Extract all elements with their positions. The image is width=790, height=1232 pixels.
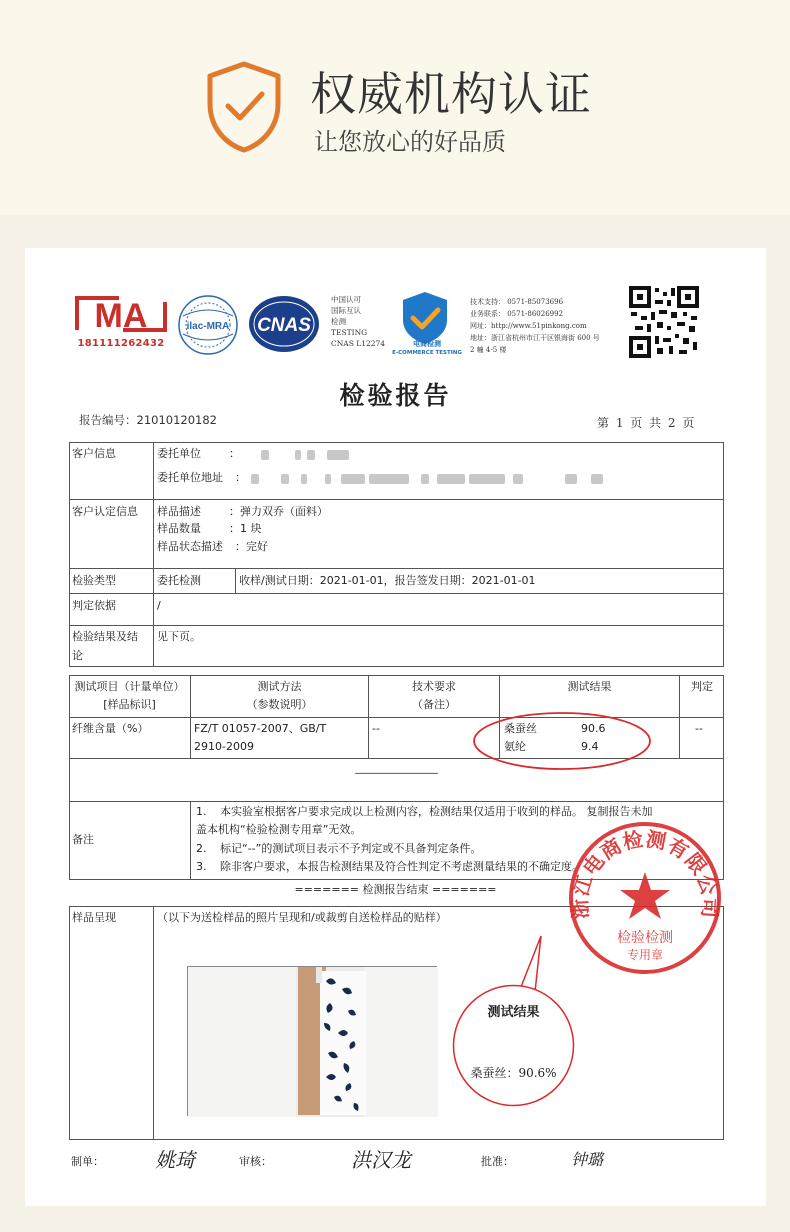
client-address-colon: ：	[235, 471, 246, 484]
shield-check-icon	[204, 60, 284, 154]
cnas-logo	[247, 294, 321, 354]
page-info: 第 1 页 共 2 页	[597, 416, 695, 430]
results-separator: _______________	[355, 761, 438, 774]
cma-logo	[73, 294, 169, 354]
sample-caption: （以下为送检样品的照片呈现和/或裁剪自送检样品的贴样）	[157, 911, 447, 924]
approve-signature: 钟璐	[571, 1150, 604, 1169]
header-banner	[0, 0, 790, 215]
ecommerce-testing-label: 电商检测 E-COMMERCE TESTING	[392, 340, 462, 356]
notes-label: 备注	[72, 833, 94, 846]
cnas-caption: 中国认可 国际互认 检测 TESTING CNAS L12274	[331, 295, 386, 348]
report-title: 检验报告	[339, 381, 452, 410]
callout-value: 桑蚕丝：90.6%	[470, 1066, 557, 1080]
fiber-name-silk: 桑蚕丝	[504, 722, 537, 735]
fiber-value-silk: 90.6	[581, 722, 606, 735]
report-end-marker: ======= 检测报告结束 =======	[294, 883, 497, 896]
header-result: 测试结果	[567, 680, 612, 693]
conclusion-label: 检验结果及结 论	[72, 630, 138, 662]
basis-label: 判定依据	[72, 599, 116, 612]
header-requirement: 技术要求 （备注）	[412, 680, 456, 711]
maker-signature: 姚琦	[155, 1148, 195, 1172]
sample-photo	[187, 966, 437, 1116]
client-unit-label: 委托单位	[157, 447, 201, 460]
client-confirm-label: 客户认定信息	[72, 505, 138, 518]
sample-desc-label: 样品描述	[157, 505, 201, 518]
basis-value: /	[157, 599, 161, 612]
qr-code-icon	[629, 286, 699, 358]
callout-circle	[451, 983, 576, 1108]
sample-state-label: 样品状态描述	[157, 540, 223, 553]
cma-number: 181111262432	[77, 338, 165, 349]
note-2: 标记“--”的测试项目表示不予判定或不具备判定条件。	[220, 842, 482, 855]
header-method: 测试方法 （参数说明）	[246, 680, 313, 711]
client-unit-colon: ：	[229, 447, 240, 460]
maker-label: 制单：	[71, 1155, 104, 1168]
client-info-label: 客户信息	[72, 447, 116, 460]
banner-subtitle: 让您放心的好品质	[314, 128, 506, 156]
svg-text:检验检测: 检验检测	[617, 930, 673, 946]
review-label: 审核：	[239, 1155, 272, 1168]
note-1-number: 1.	[196, 805, 207, 818]
official-stamp	[565, 818, 725, 978]
svg-text:MA: MA	[94, 297, 148, 335]
contact-info: 技术支持： 0571-85073696 业务联系： 0571-86026992 网址：http://www.51pinkong.com 地址：浙江省杭州市江干区银海街 600 号 2 幢 4-5 楼	[470, 298, 600, 354]
conclusion-value: 见下页。	[157, 630, 201, 643]
test-dates: 收样/测试日期：2021-01-01，报告签发日期：2021-01-01	[239, 574, 536, 587]
svg-text:ilac-MRA: ilac-MRA	[186, 321, 230, 332]
row-method: FZ/T 01057-2007、GB/T 2910-2009	[194, 722, 327, 753]
callout-title: 测试结果	[487, 1005, 540, 1020]
row-requirement: --	[372, 722, 380, 735]
report-paper	[25, 248, 766, 1206]
svg-text:CNAS: CNAS	[257, 315, 311, 336]
note-1: 本实验室根据客户要求完成以上检测内容，检测结果仅适用于收到的样品。 复制报告未加	[220, 805, 653, 818]
row-judge: --	[695, 722, 703, 735]
fiber-value-spandex: 9.4	[581, 740, 599, 753]
sample-label: 样品呈现	[72, 911, 116, 924]
client-address-label: 委托单位地址	[157, 471, 223, 484]
sample-desc-value: ：弹力双乔（面料）	[229, 505, 328, 518]
ilac-mra-logo	[177, 294, 239, 356]
test-type-label: 检验类型	[72, 574, 116, 587]
note-2-number: 2.	[196, 842, 207, 855]
sample-qty-value: ：1 块	[229, 522, 262, 535]
fiber-name-spandex: 氨纶	[504, 740, 526, 753]
note-3: 除非客户要求，本报告检测结果及符合性判定不考虑测量结果的不确定度。	[220, 860, 583, 873]
svg-text:专用章: 专用章	[626, 948, 664, 962]
header-item: 测试项目（计量单位） [样品标识]	[74, 680, 185, 711]
review-signature: 洪汉龙	[351, 1148, 411, 1172]
approve-label: 批准：	[481, 1155, 514, 1168]
report-number: 报告编号：21010120182	[79, 413, 217, 427]
svg-text:浙江电商检测有限公司: 浙江电商检测有限公司	[567, 826, 723, 920]
test-type-value: 委托检测	[157, 574, 201, 587]
row-item: 纤维含量（%）	[72, 722, 149, 735]
banner-title: 权威机构认证	[310, 67, 592, 121]
sample-qty-label: 样品数量	[157, 522, 201, 535]
note-3-number: 3.	[196, 860, 207, 873]
header-judge: 判定	[691, 680, 713, 693]
note-1-cont: 盖本机构“检验检测专用章”无效。	[196, 823, 362, 836]
sample-state-value: ：完好	[235, 540, 268, 553]
